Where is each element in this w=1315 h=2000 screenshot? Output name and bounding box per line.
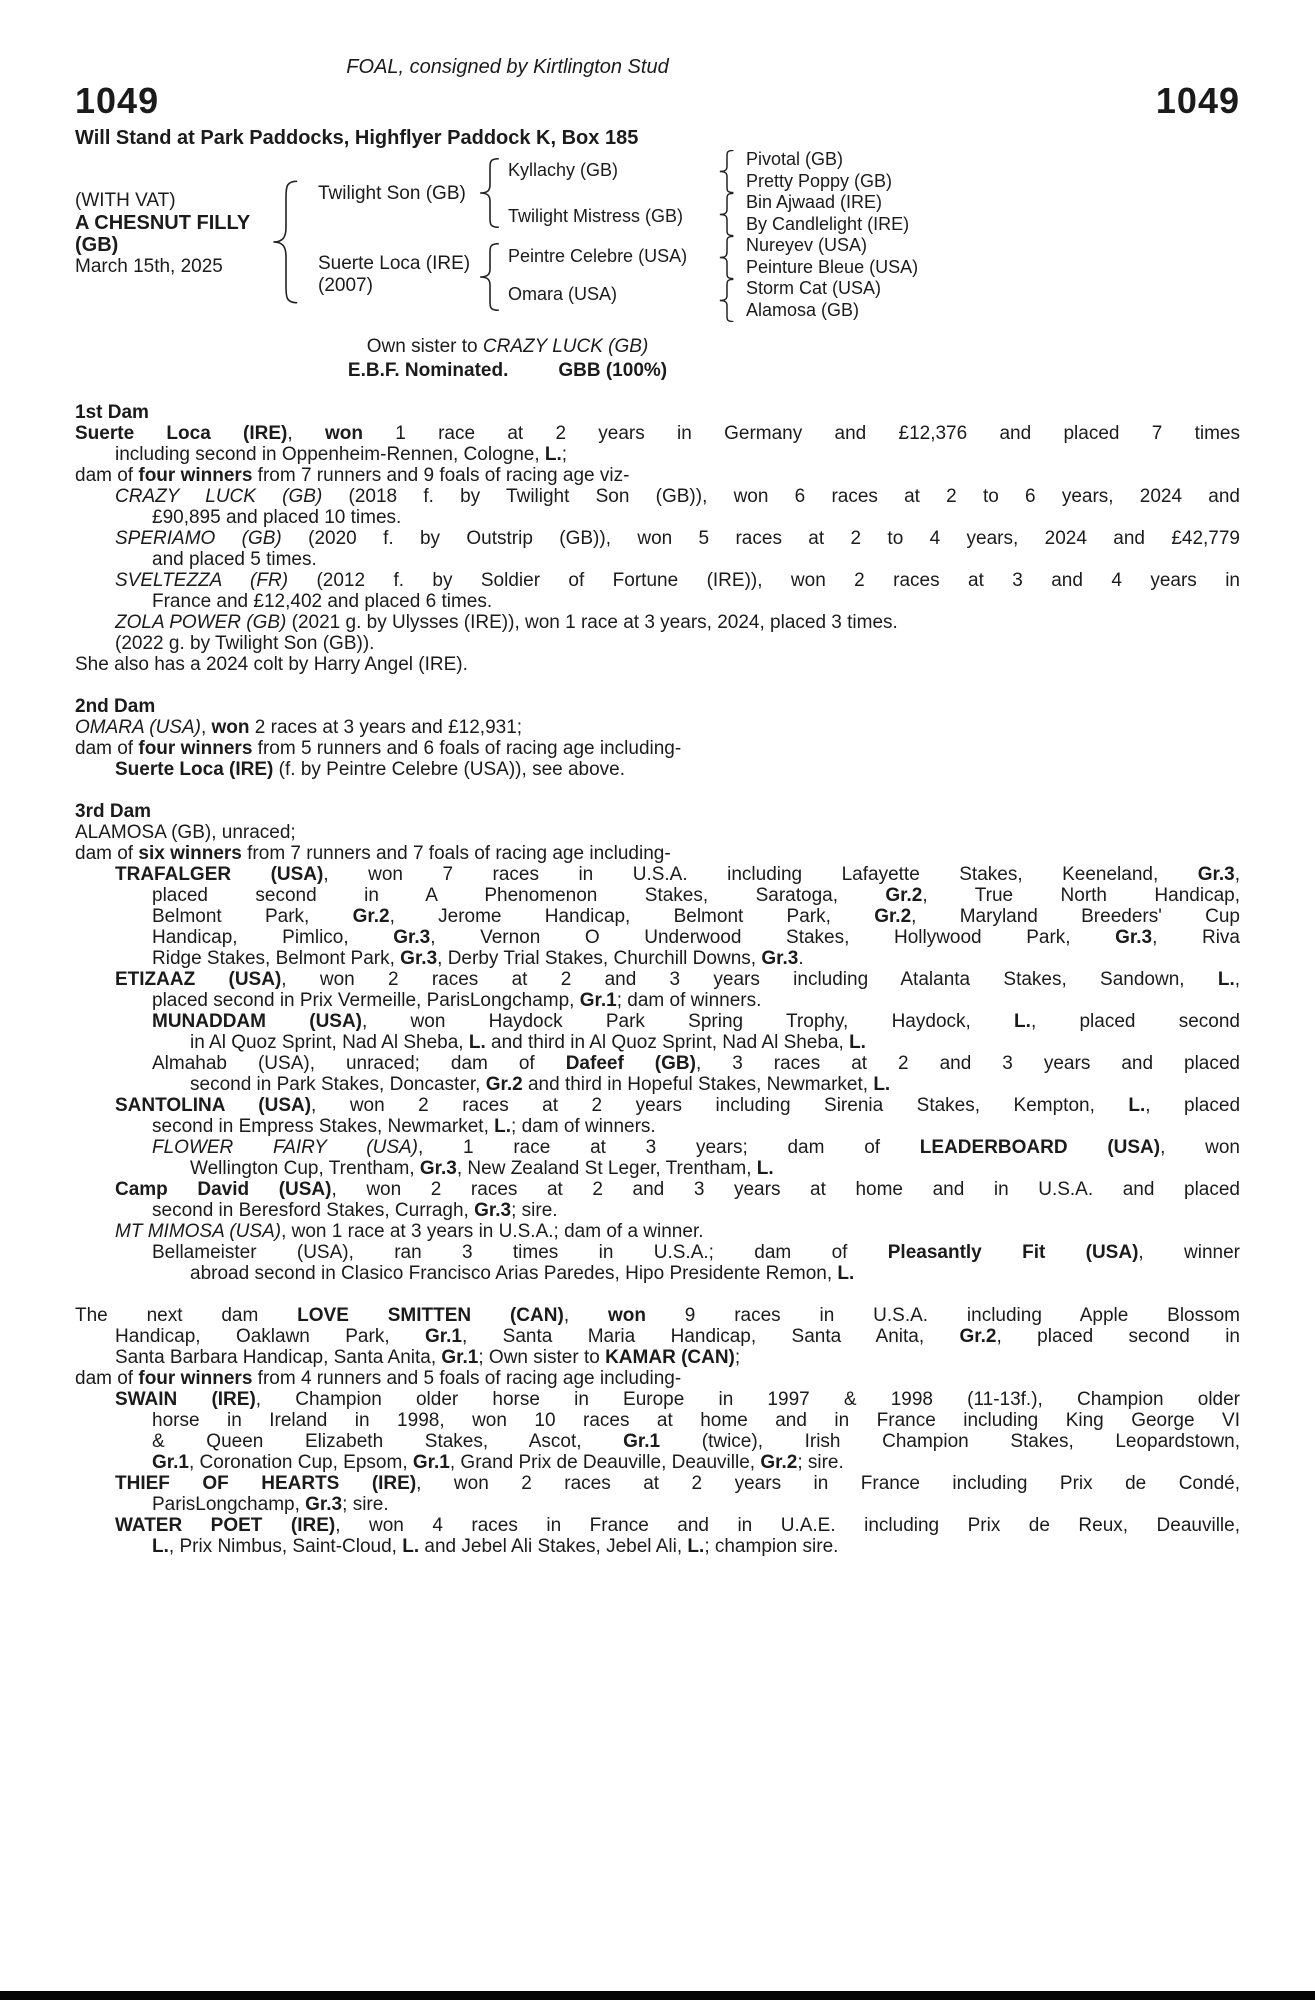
catalogue-paragraph	[75, 423, 1240, 465]
gbb-flag: GBB (100%)	[558, 360, 668, 381]
text-segment: LOVE SMITTEN (CAN)	[297, 1305, 564, 1326]
text-segment: Gr.1	[412, 1452, 450, 1473]
text-segment: Almahab (USA), unraced; dam of	[152, 1053, 566, 1074]
text-segment: and third in Hopeful Stakes, Newmarket,	[522, 1074, 874, 1095]
text-segment: L.	[494, 1116, 512, 1137]
text-segment: six winners	[138, 843, 242, 864]
text-line	[75, 1494, 1240, 1515]
catalogue-paragraph	[75, 1515, 1240, 1557]
text-segment: won	[607, 1305, 646, 1326]
text-line	[75, 990, 1240, 1011]
own-sister-line	[75, 336, 940, 358]
catalogue-paragraph	[75, 969, 1240, 1011]
text-segment: 1 race at 2 years in Germany and £12,376 and placed 7 times	[362, 423, 1240, 444]
text-line	[75, 570, 1240, 591]
text-segment: ; sire.	[511, 1200, 558, 1221]
text-segment: from 5 runners and 6 foals of racing age including-	[252, 738, 682, 759]
text-segment: four winners	[138, 1368, 253, 1389]
text-segment: The next dam	[75, 1305, 298, 1326]
text-segment: Wellington Cup, Trentham,	[190, 1158, 420, 1179]
text-segment: SVELTEZZA (FR)	[115, 570, 289, 591]
text-segment: dam of	[75, 738, 139, 759]
text-line	[75, 507, 1240, 528]
text-segment: Camp David (USA)	[115, 1179, 332, 1200]
text-segment: L.	[849, 1032, 866, 1053]
gen3-name: Pivotal (GB)	[746, 149, 844, 169]
text-segment: , won 2 races at 2 and 3 years at home and in U.S.A. and placed	[331, 1179, 1240, 1200]
text-segment: Gr.2	[760, 1452, 798, 1473]
text-segment: SANTOLINA (USA)	[115, 1095, 312, 1116]
text-segment: ParisLongchamp,	[152, 1494, 306, 1515]
text-segment: Gr.3	[305, 1494, 343, 1515]
text-line	[75, 1452, 1240, 1473]
text-segment: 9 races in U.S.A. including Apple Blossom	[645, 1305, 1241, 1326]
text-segment: , Grand Prix de Deauville, Deauville,	[449, 1452, 761, 1473]
text-line	[75, 927, 1240, 948]
catalogue-paragraph	[75, 570, 1240, 612]
text-line	[75, 717, 1240, 738]
text-segment: Gr.3	[400, 948, 438, 969]
text-segment: L.	[1217, 969, 1235, 990]
text-segment: , Riva	[1152, 927, 1240, 948]
text-segment: Belmont Park,	[152, 906, 353, 927]
text-line	[75, 1011, 1240, 1032]
text-segment: , won	[1160, 1137, 1240, 1158]
text-segment: Santa Barbara Handicap, Santa Anita,	[115, 1347, 442, 1368]
text-segment: , 1 race at 3 years; dam of	[418, 1137, 920, 1158]
catalogue-paragraph	[75, 738, 1240, 759]
text-line	[75, 1347, 1240, 1368]
text-segment: Gr.3	[474, 1200, 512, 1221]
text-segment: ,	[1234, 969, 1241, 990]
text-segment: dam of	[75, 843, 139, 864]
text-line	[75, 738, 1240, 759]
gen1-brace	[272, 180, 300, 304]
text-segment: THIEF OF HEARTS (IRE)	[115, 1473, 417, 1494]
catalogue-paragraph	[75, 843, 1240, 864]
text-segment: , Vernon O Underwood Stakes, Hollywood Park,	[430, 927, 1116, 948]
text-line	[75, 1326, 1240, 1347]
text-segment: ; dam of winners.	[511, 1116, 656, 1137]
text-segment: Gr.1	[441, 1347, 479, 1368]
text-line	[75, 1158, 1240, 1179]
gen3-name: Peinture Bleue (USA)	[746, 256, 919, 277]
gen3-name: Storm Cat (USA)	[746, 278, 882, 298]
text-segment: , placed second in	[996, 1326, 1240, 1347]
catalogue-paragraph	[75, 465, 1240, 486]
text-segment: L.	[687, 1536, 705, 1557]
text-segment: from 7 runners and 9 foals of racing age viz-	[252, 465, 630, 486]
text-segment: placed second in Prix Vermeille, ParisLongchamp,	[152, 990, 580, 1011]
text-segment: L.	[152, 1536, 169, 1557]
text-segment: , winner	[1138, 1242, 1240, 1263]
text-segment: ; Own sister to	[478, 1347, 606, 1368]
text-segment: , won 2 races at 2 years in France including Prix de Condé,	[416, 1473, 1240, 1494]
text-line	[75, 1116, 1240, 1137]
text-segment: Gr.2	[959, 1326, 997, 1347]
text-segment: , won 4 races in France and in U.A.E. including Prix de Reux, Deauville,	[335, 1515, 1240, 1536]
text-segment: L.	[873, 1074, 891, 1095]
dam-dam-name: Omara (USA)	[508, 284, 618, 304]
text-line	[75, 612, 1240, 633]
text-line	[75, 969, 1240, 990]
text-segment: SWAIN (IRE)	[115, 1389, 256, 1410]
text-segment: ;	[734, 1347, 741, 1368]
catalogue-paragraph	[75, 486, 1240, 528]
text-segment: TRAFALGER (USA)	[115, 864, 324, 885]
text-segment: KAMAR (CAN)	[605, 1347, 735, 1368]
text-segment: (2020 f. by Outstrip (GB)), won 5 races at 2 to 4 years, 2024 and £42,779	[281, 528, 1240, 549]
vat-note: (WITH VAT)	[75, 190, 176, 211]
text-segment: ; sire.	[797, 1452, 844, 1473]
text-line	[75, 1074, 1240, 1095]
stand-location: Will Stand at Park Paddocks, Highflyer Paddock K, Box 185	[75, 127, 639, 149]
text-segment: Gr.1	[623, 1431, 661, 1452]
catalogue-paragraph	[75, 1389, 1240, 1473]
text-segment: including second in Oppenheim-Rennen, Cologne,	[115, 444, 545, 465]
text-segment: France and £12,402 and placed 6 times.	[152, 591, 493, 612]
text-segment: .	[798, 948, 804, 969]
catalogue-paragraph	[75, 1305, 1240, 1368]
text-line	[75, 864, 1240, 885]
catalogue-paragraph	[75, 633, 1240, 654]
text-segment: FLOWER FAIRY (USA)	[152, 1137, 418, 1158]
section-spacer	[75, 1284, 1240, 1305]
nomination-line	[75, 360, 940, 382]
text-line	[75, 885, 1240, 906]
catalogue-paragraph	[75, 1221, 1240, 1242]
gen3-brace-1	[719, 150, 735, 193]
text-segment: , placed second	[1030, 1011, 1240, 1032]
text-segment: from 4 runners and 5 foals of racing age including-	[252, 1368, 682, 1389]
text-line	[75, 1410, 1240, 1431]
text-segment: L.	[544, 444, 562, 465]
text-line	[75, 486, 1240, 507]
text-line	[75, 759, 1240, 780]
catalogue-paragraph	[75, 1137, 1240, 1179]
gen3-brace-4	[719, 279, 735, 322]
catalogue-paragraph	[75, 654, 1240, 675]
gen3-name: Pretty Poppy (GB)	[746, 170, 893, 191]
text-segment: Gr.2	[485, 1074, 523, 1095]
text-segment: She also has a 2024 colt by Harry Angel (IRE).	[75, 654, 468, 675]
text-segment: (twice), Irish Champion Stakes, Leopardstown,	[660, 1431, 1240, 1452]
dam-name: Suerte Loca (IRE)	[318, 253, 471, 274]
text-line	[75, 1263, 1240, 1284]
text-segment: ; champion sire.	[704, 1536, 839, 1557]
text-line	[75, 1431, 1240, 1452]
consignor-line: FOAL, consigned by Kirtlington Stud	[346, 56, 669, 78]
text-segment: ZOLA POWER (GB)	[115, 612, 287, 633]
gen3-name: By Candlelight (IRE)	[746, 213, 910, 234]
text-segment: Gr.3	[1197, 864, 1235, 885]
text-segment: (2022 g. by Twilight Son (GB)).	[115, 633, 375, 654]
text-segment: , Coronation Cup, Epsom,	[188, 1452, 413, 1473]
text-line	[75, 591, 1240, 612]
text-segment: 2 races at 3 years and £12,931;	[249, 717, 523, 738]
text-line	[75, 549, 1240, 570]
text-line	[75, 528, 1240, 549]
text-segment: Handicap, Oaklawn Park,	[115, 1326, 425, 1347]
pedigree-text	[75, 402, 1240, 1557]
text-segment: L.	[468, 1032, 486, 1053]
catalogue-paragraph	[75, 612, 1240, 633]
lot-row	[75, 81, 1240, 121]
dam-heading: 2nd Dam	[75, 696, 156, 717]
text-line	[75, 423, 1240, 444]
sire-brace	[479, 158, 501, 228]
text-line	[75, 1179, 1240, 1200]
dam-heading: 3rd Dam	[75, 801, 152, 822]
foaling-date: March 15th, 2025	[75, 256, 223, 277]
text-segment: WATER POET (IRE)	[115, 1515, 336, 1536]
text-segment: Gr.1	[579, 990, 617, 1011]
text-segment: (2012 f. by Soldier of Fortune (IRE)), won 2 races at 3 and 4 years in	[288, 570, 1240, 591]
text-segment: L.	[1128, 1095, 1146, 1116]
text-segment: second in Beresford Stakes, Curragh,	[152, 1200, 475, 1221]
text-segment: Gr.3	[1115, 927, 1153, 948]
text-segment: four winners	[138, 738, 253, 759]
text-segment: ,	[287, 423, 325, 444]
dam-year: (2007)	[318, 275, 373, 296]
lot-number-right: 1049	[1155, 80, 1240, 121]
text-segment: L.	[837, 1263, 855, 1284]
catalogue-paragraph	[75, 822, 1240, 843]
text-segment: dam of	[75, 1368, 139, 1389]
text-line	[75, 1242, 1240, 1263]
text-segment: L.	[402, 1536, 420, 1557]
text-segment: second in Park Stakes, Doncaster,	[190, 1074, 486, 1095]
gen3-name: Nureyev (USA)	[746, 235, 868, 255]
text-line	[75, 948, 1240, 969]
text-line	[75, 1536, 1240, 1557]
gen3-name: Alamosa (GB)	[746, 299, 860, 320]
text-line	[75, 465, 1240, 486]
text-segment: ; dam of winners.	[616, 990, 762, 1011]
text-line	[75, 1515, 1240, 1536]
dam-heading: 1st Dam	[75, 402, 149, 423]
text-segment: (2018 f. by Twilight Son (GB)), won 6 races at 2 to 6 years, 2024 and	[322, 486, 1240, 507]
text-segment: £90,895 and placed 10 times.	[152, 507, 402, 528]
text-line	[75, 1473, 1240, 1494]
text-segment: , Santa Maria Handicap, Santa Anita,	[461, 1326, 960, 1347]
ebf-nominated-flag: E.B.F. Nominated.	[347, 360, 509, 381]
text-segment: L.	[756, 1158, 774, 1179]
section-spacer	[75, 675, 1240, 696]
text-line	[75, 906, 1240, 927]
text-segment: ETIZAAZ (USA)	[115, 969, 282, 990]
text-segment: Gr.3	[393, 927, 431, 948]
text-line	[75, 843, 1240, 864]
text-segment: Dafeef (GB)	[565, 1053, 696, 1074]
text-segment: won	[211, 717, 250, 738]
text-line	[75, 1200, 1240, 1221]
text-segment: , won 2 races at 2 years including Sirenia Stakes, Kempton,	[311, 1095, 1129, 1116]
text-segment: in Al Quoz Sprint, Nad Al Sheba,	[190, 1032, 469, 1053]
text-segment: ;	[561, 444, 568, 465]
page-bottom-rule	[0, 1991, 1315, 2000]
gen3-brace-3	[719, 236, 735, 279]
gen3-brace-2	[719, 193, 735, 236]
catalogue-paragraph	[75, 528, 1240, 570]
catalogue-paragraph	[75, 1179, 1240, 1221]
text-segment: ALAMOSA (GB), unraced;	[75, 822, 296, 843]
text-segment: abroad second in Clasico Francisco Arias Paredes, Hipo Presidente Remon,	[190, 1263, 838, 1284]
text-segment: (f. by Peintre Celebre (USA)), see above.	[273, 759, 626, 780]
text-segment: , Derby Trial Stakes, Churchill Downs,	[437, 948, 762, 969]
text-segment: , True North Handicap,	[922, 885, 1240, 906]
text-segment: Bellameister (USA), ran 3 times in U.S.A.; dam of	[152, 1242, 888, 1263]
catalogue-paragraph	[75, 1011, 1240, 1053]
dam-sire-name: Peintre Celebre (USA)	[508, 246, 688, 266]
text-segment: from 7 runners and 7 foals of racing age including-	[241, 843, 671, 864]
text-segment: CRAZY LUCK (GB)	[115, 486, 323, 507]
catalogue-paragraph	[75, 864, 1240, 969]
text-segment: MT MIMOSA (USA)	[115, 1221, 282, 1242]
text-segment: Gr.2	[352, 906, 390, 927]
text-segment: and placed 5 times.	[152, 549, 317, 570]
text-segment: & Queen Elizabeth Stakes, Ascot,	[152, 1431, 624, 1452]
text-segment: Gr.2	[874, 906, 912, 927]
text-segment: ,	[1234, 864, 1240, 885]
text-segment: LEADERBOARD (USA)	[919, 1137, 1161, 1158]
text-segment: Gr.1	[152, 1452, 189, 1473]
text-segment: , placed	[1145, 1095, 1241, 1116]
text-segment: MUNADDAM (USA)	[152, 1011, 363, 1032]
catalogue-paragraph	[75, 1095, 1240, 1137]
text-segment: Suerte Loca (IRE)	[115, 759, 274, 780]
text-segment: , won Haydock Park Spring Trophy, Haydock,	[362, 1011, 1015, 1032]
sire-sire-name: Kyllachy (GB)	[508, 160, 619, 180]
text-line	[75, 1137, 1240, 1158]
subject-info	[75, 190, 250, 278]
text-segment: dam of	[75, 465, 139, 486]
text-segment: , won 7 races in U.S.A. including Lafayette Stakes, Keeneland,	[323, 864, 1198, 885]
text-segment: , won 2 races at 2 and 3 years including Atalanta Stakes, Sandown,	[281, 969, 1218, 990]
text-segment: Pleasantly Fit (USA)	[887, 1242, 1139, 1263]
dam-brace	[479, 243, 501, 311]
text-segment: , 3 races at 2 and 3 years and placed	[695, 1053, 1240, 1074]
text-line	[75, 822, 1240, 843]
text-segment: second in Empress Stakes, Newmarket,	[152, 1116, 495, 1137]
text-segment: Handicap, Pimlico,	[152, 927, 394, 948]
sire-name: Twilight Son (GB)	[318, 183, 466, 204]
catalogue-paragraph	[75, 1242, 1240, 1284]
lot-number-left: 1049	[75, 80, 160, 121]
text-line	[75, 1095, 1240, 1116]
text-segment: OMARA (USA)	[75, 717, 201, 738]
text-segment: horse in Ireland in 1998, won 10 races at home and in France including King George VI	[152, 1410, 1240, 1431]
text-line	[75, 1032, 1240, 1053]
text-segment: won	[324, 423, 363, 444]
catalogue-paragraph	[75, 1473, 1240, 1515]
text-segment: four winners	[138, 465, 253, 486]
text-segment: , Jerome Handicap, Belmont Park,	[389, 906, 875, 927]
text-line	[75, 1221, 1240, 1242]
text-line	[75, 1305, 1240, 1326]
text-segment: , Maryland Breeders' Cup	[911, 906, 1240, 927]
catalogue-paragraph	[75, 1368, 1240, 1389]
catalogue-paragraph	[75, 759, 1240, 780]
text-line	[75, 1389, 1240, 1410]
text-segment: (2021 g. by Ulysses (IRE)), won 1 race at 3 years, 2024, placed 3 times.	[286, 612, 898, 633]
pedigree-table	[75, 149, 1240, 328]
gen3-name: Bin Ajwaad (IRE)	[746, 192, 883, 212]
subject-suffix: (GB)	[75, 234, 119, 256]
text-line	[75, 654, 1240, 675]
own-sister-prefix: Own sister to	[366, 336, 483, 357]
text-segment: , won 1 race at 3 years in U.S.A.; dam of a winner.	[281, 1221, 704, 1242]
text-segment: Gr.2	[885, 885, 923, 906]
text-line	[75, 1368, 1240, 1389]
text-segment: SPERIAMO (GB)	[115, 528, 282, 549]
catalogue-paragraph	[75, 1053, 1240, 1095]
text-segment: ,	[200, 717, 212, 738]
own-sister-name: CRAZY LUCK (GB)	[482, 336, 649, 357]
text-segment: Suerte Loca (IRE)	[75, 423, 288, 444]
text-segment: , New Zealand St Leger, Trentham,	[456, 1158, 757, 1179]
text-segment: ; sire.	[342, 1494, 389, 1515]
text-line	[75, 633, 1240, 654]
text-line	[75, 444, 1240, 465]
text-segment: L.	[1014, 1011, 1031, 1032]
text-segment: Gr.3	[761, 948, 799, 969]
text-segment: , Prix Nimbus, Saint-Cloud,	[168, 1536, 403, 1557]
text-segment: ,	[563, 1305, 608, 1326]
text-line	[75, 1053, 1240, 1074]
text-segment: and third in Al Quoz Sprint, Nad Al Sheba,	[485, 1032, 850, 1053]
section-spacer	[75, 780, 1240, 801]
subject-name: A CHESNUT FILLY	[75, 212, 251, 234]
catalogue-paragraph	[75, 717, 1240, 738]
text-segment: Ridge Stakes, Belmont Park,	[152, 948, 401, 969]
sire-dam-name: Twilight Mistress (GB)	[508, 206, 684, 226]
text-segment: placed second in A Phenomenon Stakes, Saratoga,	[152, 885, 886, 906]
text-segment: Gr.3	[419, 1158, 457, 1179]
text-segment: Gr.1	[425, 1326, 462, 1347]
text-segment: and Jebel Ali Stakes, Jebel Ali,	[419, 1536, 688, 1557]
text-segment: , Champion older horse in Europe in 1997 & 1998 (11-13f.), Champion older	[255, 1389, 1240, 1410]
